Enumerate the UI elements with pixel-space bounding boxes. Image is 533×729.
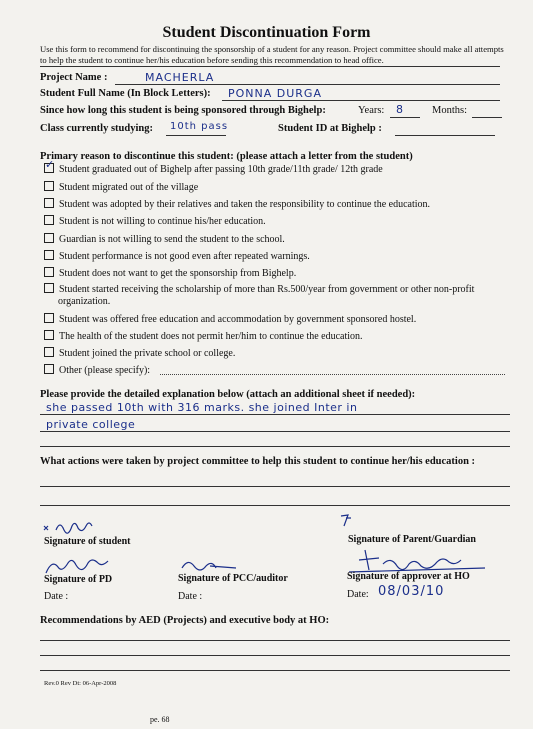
student-name-value[interactable]: PONNA DURGA bbox=[228, 87, 322, 100]
class-line bbox=[166, 135, 226, 136]
reason-label: Student was adopted by their relatives and taken the responsibility to continue the education. bbox=[59, 199, 431, 210]
explanation-text-2[interactable]: private college bbox=[46, 418, 136, 431]
reason-option[interactable] bbox=[44, 198, 504, 211]
student-name-label: Student Full Name (In Block Letters): bbox=[40, 88, 211, 99]
reason-option[interactable] bbox=[44, 313, 504, 326]
reason-option[interactable] bbox=[44, 267, 504, 280]
reason-label: The health of the student does not permit her/him to continue the education. bbox=[59, 331, 363, 342]
reason-label: Other (please specify): bbox=[59, 365, 151, 376]
checkbox[interactable] bbox=[44, 267, 54, 277]
explanation-line-1 bbox=[40, 414, 510, 415]
project-name-label: Project Name : bbox=[40, 72, 108, 83]
checkbox[interactable] bbox=[44, 283, 54, 293]
actions-heading: What actions were taken by project committee to help this student to continue her/his education : bbox=[40, 456, 476, 467]
reasons-heading: Primary reason to discontinue this student: (please attach a letter from the student) bbox=[40, 151, 413, 162]
checkbox[interactable] bbox=[44, 233, 54, 243]
pcc-signature-label: Signature of PCC/auditor bbox=[178, 573, 288, 584]
student-name-line bbox=[222, 100, 500, 101]
reason-option[interactable] bbox=[44, 283, 518, 308]
months-label: Months: bbox=[432, 105, 468, 116]
reason-label: Student joined the private school or college. bbox=[59, 348, 236, 359]
approver-date-value[interactable]: 08/03/10 bbox=[378, 584, 445, 599]
reason-option[interactable] bbox=[44, 215, 504, 228]
reason-label: Student was offered free education and accommodation by government sponsored hostel. bbox=[59, 314, 417, 325]
form-intro: Use this form to recommend for discontinuing the sponsorship of a student for any reason. Project committee should make all attempts to help the student to continue her/his education before sending this recommendation to head office. bbox=[40, 44, 504, 65]
actions-line-2 bbox=[40, 505, 510, 506]
reason-option[interactable] bbox=[44, 330, 504, 343]
checkbox[interactable] bbox=[44, 198, 54, 208]
checkbox-checked[interactable] bbox=[44, 163, 54, 173]
checkbox[interactable] bbox=[44, 250, 54, 260]
checkbox[interactable] bbox=[44, 347, 54, 357]
reason-label: Student graduated out of Bighelp after passing 10th grade/11th grade/ 12th grade bbox=[59, 164, 383, 175]
student-signature-label: Signature of student bbox=[44, 536, 131, 547]
pd-date-label: Date : bbox=[44, 591, 69, 602]
divider bbox=[40, 66, 500, 67]
recommendations-heading: Recommendations by AED (Projects) and executive body at HO: bbox=[40, 615, 330, 626]
student-signature-mark bbox=[42, 518, 102, 536]
pcc-signature-mark bbox=[180, 556, 240, 574]
explanation-line-3 bbox=[40, 446, 510, 447]
explanation-heading: Please provide the detailed explanation below (attach an additional sheet if needed): bbox=[40, 389, 416, 400]
approver-date-label: Date: bbox=[347, 589, 369, 600]
years-label: Years: bbox=[358, 105, 385, 116]
checkbox[interactable] bbox=[44, 215, 54, 225]
reason-option[interactable] bbox=[44, 181, 504, 194]
reason-label: Student performance is not good even after repeated warnings. bbox=[59, 251, 310, 262]
project-name-line bbox=[115, 84, 500, 85]
recommendations-line-1 bbox=[40, 640, 510, 641]
checkbox[interactable] bbox=[44, 313, 54, 323]
student-id-label: Student ID at Bighelp : bbox=[278, 123, 382, 134]
reason-label: Guardian is not willing to send the student to the school. bbox=[59, 234, 285, 245]
revision-footer: Rev.0 Rev Dt: 06-Apr-2008 bbox=[44, 680, 117, 687]
class-label: Class currently studying: bbox=[40, 123, 153, 134]
reason-label: Student migrated out of the village bbox=[59, 182, 199, 193]
months-line bbox=[472, 117, 502, 118]
sponsored-duration-label: Since how long this student is being sponsored through Bighelp: bbox=[40, 105, 326, 116]
parent-signature-label: Signature of Parent/Guardian bbox=[348, 534, 476, 545]
reason-option[interactable] bbox=[44, 364, 504, 377]
reason-option[interactable] bbox=[44, 233, 504, 246]
reason-option[interactable] bbox=[44, 347, 504, 360]
reason-label: Student is not willing to continue his/her education. bbox=[59, 216, 266, 227]
reason-label: Student does not want to get the sponsorship from Bighelp. bbox=[59, 268, 297, 279]
approver-signature-label: Signature of approver at HO bbox=[347, 571, 470, 582]
reason-option[interactable] bbox=[44, 250, 504, 263]
years-line bbox=[390, 117, 420, 118]
explanation-text-1[interactable]: she passed 10th with 316 marks. she joined Inter in bbox=[46, 401, 358, 414]
checkbox[interactable] bbox=[44, 364, 54, 374]
years-value[interactable]: 8 bbox=[396, 103, 404, 116]
pcc-date-label: Date : bbox=[178, 591, 203, 602]
recommendations-line-3 bbox=[40, 670, 510, 671]
page-note: pe. 68 bbox=[150, 715, 170, 724]
checkbox[interactable] bbox=[44, 181, 54, 191]
actions-line-1 bbox=[40, 486, 510, 487]
pd-signature-label: Signature of PD bbox=[44, 574, 113, 585]
explanation-line-2 bbox=[40, 431, 510, 432]
project-name-value[interactable]: MACHERLA bbox=[145, 71, 215, 84]
parent-signature-mark bbox=[338, 512, 358, 530]
form-title: Student Discontinuation Form bbox=[162, 24, 371, 41]
checkbox[interactable] bbox=[44, 330, 54, 340]
recommendations-line-2 bbox=[40, 655, 510, 656]
student-id-line bbox=[395, 135, 495, 136]
other-specify-line bbox=[160, 374, 505, 375]
reason-option[interactable] bbox=[44, 163, 504, 176]
class-value[interactable]: 10th pass bbox=[170, 121, 229, 132]
reason-label: Student started receiving the scholarship of more than Rs.500/year from government or other non-profit organization. bbox=[58, 284, 475, 307]
